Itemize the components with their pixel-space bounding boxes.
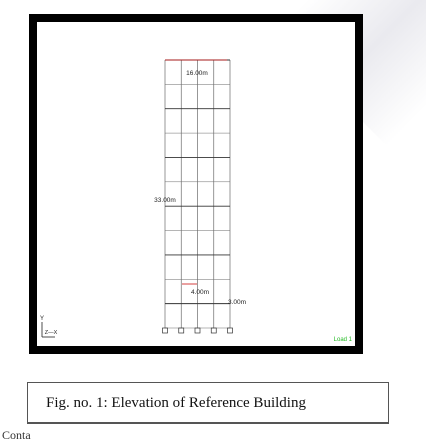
figure-caption: Fig. no. 1: Elevation of Reference Building [46, 395, 306, 411]
height-dimension-label: 33.00m [154, 197, 176, 204]
support-nodes [163, 328, 233, 333]
figure-caption-box [27, 382, 389, 424]
bay-dimension-label: 4.00m [190, 289, 210, 296]
axis-zx-label: Z—X [44, 330, 58, 336]
elevation-drawing [37, 22, 355, 346]
storey-dimension-label: 3.00m [227, 299, 247, 306]
structure-viewport[interactable] [29, 14, 363, 354]
load-case-label: Load 1 [333, 337, 352, 343]
support-node [163, 328, 168, 333]
support-node [195, 328, 200, 333]
support-node [179, 328, 184, 333]
cut-off-body-text: Conta [2, 428, 31, 442]
frame-grid [165, 60, 230, 328]
support-node [228, 328, 233, 333]
axis-triad [40, 316, 58, 337]
width-dimension-label: 16.00m [186, 70, 208, 77]
axis-y-label: Y [39, 316, 45, 322]
support-node [211, 328, 216, 333]
